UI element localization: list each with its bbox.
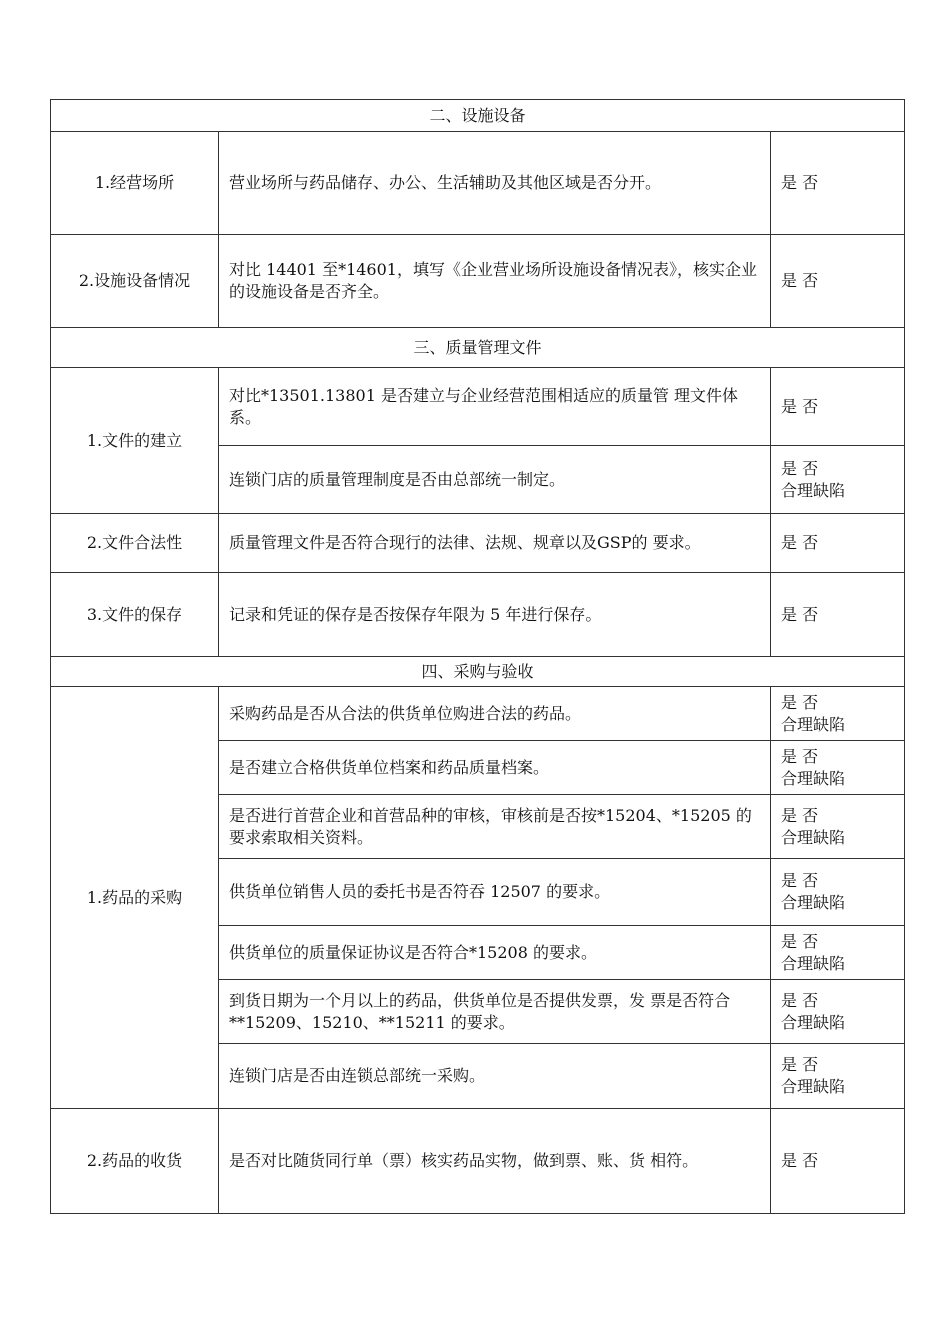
table-row: [51, 687, 905, 741]
item-description: 采购药品是否从合法的供货单位购进合法的药品。: [219, 687, 771, 741]
answer-cell: [771, 1109, 905, 1214]
item-label: 3.文件的保存: [51, 573, 219, 657]
table-row: [51, 573, 905, 657]
table-row: [51, 368, 905, 446]
answer-cell: [771, 741, 905, 795]
yes-no-options: 是 否: [781, 533, 819, 552]
item-description: 连锁门店的质量管理制度是否由总部统一制定。: [219, 446, 771, 514]
answer-cell: [771, 980, 905, 1044]
item-description: 对比 14401 至*14601，填写《企业营业场所设施设备情况表》，核实企业的设施设备是否齐全。: [219, 235, 771, 328]
item-description: 对比*13501.13801 是否建立与企业经营范围相适应的质量管 理文件体系。: [219, 368, 771, 446]
reasonable-defect-option: 合理缺陷: [781, 953, 846, 973]
answer-cell: [771, 446, 905, 514]
yes-no-options: 是 否: [781, 271, 819, 290]
reasonable-defect-option: 合理缺陷: [781, 480, 846, 500]
yes-no-options: 是 否: [781, 396, 819, 416]
item-description: 连锁门店是否由连锁总部统一采购。: [219, 1044, 771, 1109]
section-header-row: [51, 100, 905, 132]
section-header-row: [51, 657, 905, 687]
answer-cell: [771, 926, 905, 980]
answer-cell: [771, 859, 905, 926]
section-title: 二、设施设备: [51, 100, 905, 132]
item-description: 供货单位的质量保证协议是否符合*15208 的要求。: [219, 926, 771, 980]
table-row: [51, 132, 905, 235]
item-label: 2.文件合法性: [51, 514, 219, 573]
reasonable-defect-option: 合理缺陷: [781, 768, 846, 788]
yes-no-options: 是 否: [781, 692, 819, 712]
yes-no-options: 是 否: [781, 931, 819, 951]
reasonable-defect-option: 合理缺陷: [781, 714, 846, 734]
answer-cell: [771, 687, 905, 741]
item-description: 供货单位销售人员的委托书是否符吞 12507 的要求。: [219, 859, 771, 926]
table-row: [51, 514, 905, 573]
answer-cell: [771, 368, 905, 446]
yes-no-options: 是 否: [781, 1055, 819, 1074]
yes-no-options: 是 否: [781, 604, 819, 624]
answer-cell: [771, 132, 905, 235]
item-label: 2.药品的收货: [51, 1109, 219, 1214]
item-description: 是否建立合格供货单位档案和药品质量档案。: [219, 741, 771, 795]
item-label: 1.药品的采购: [51, 687, 219, 1109]
section-header-row: [51, 328, 905, 368]
yes-no-options: 是 否: [781, 458, 819, 478]
yes-no-options: 是 否: [781, 871, 819, 890]
table-row: [51, 1109, 905, 1214]
item-label: 1.经营场所: [51, 132, 219, 235]
item-label: 1.文件的建立: [51, 368, 219, 514]
table-row: [51, 235, 905, 328]
reasonable-defect-option: 合理缺陷: [781, 893, 846, 912]
item-description: 记录和凭证的保存是否按保存年限为 5 年进行保存。: [219, 573, 771, 657]
section-title: 三、质量管理文件: [51, 328, 905, 368]
yes-no-options: 是 否: [781, 746, 819, 766]
reasonable-defect-option: 合理缺陷: [781, 827, 846, 847]
item-description: 是否对比随货同行单（票）核实药品实物，做到票、账、货 相符。: [219, 1109, 771, 1214]
item-label: 2.设施设备情况: [51, 235, 219, 328]
answer-cell: [771, 795, 905, 859]
item-description: 是否进行首营企业和首营品种的审核，审核前是否按*15204、*15205 的要求索取相关资料。: [219, 795, 771, 859]
yes-no-options: 是 否: [781, 173, 819, 192]
inspection-table: [50, 99, 905, 1214]
reasonable-defect-option: 合理缺陷: [781, 1012, 846, 1032]
answer-cell: [771, 573, 905, 657]
section-title: 四、采购与验收: [51, 657, 905, 687]
answer-cell: [771, 1044, 905, 1109]
reasonable-defect-option: 合理缺陷: [781, 1077, 846, 1096]
answer-cell: [771, 235, 905, 328]
item-description: 营业场所与药品储存、办公、生活辅助及其他区域是否分开。: [219, 132, 771, 235]
yes-no-options: 是 否: [781, 805, 819, 825]
answer-cell: [771, 514, 905, 573]
item-description: 质量管理文件是否符合现行的法律、法规、规章以及GSP的 要求。: [219, 514, 771, 573]
item-description: 到货日期为一个月以上的药品，供货单位是否提供发票，发 票是否符合**15209、15210、**15211 的要求。: [219, 980, 771, 1044]
yes-no-options: 是 否: [781, 1151, 819, 1170]
yes-no-options: 是 否: [781, 990, 819, 1010]
